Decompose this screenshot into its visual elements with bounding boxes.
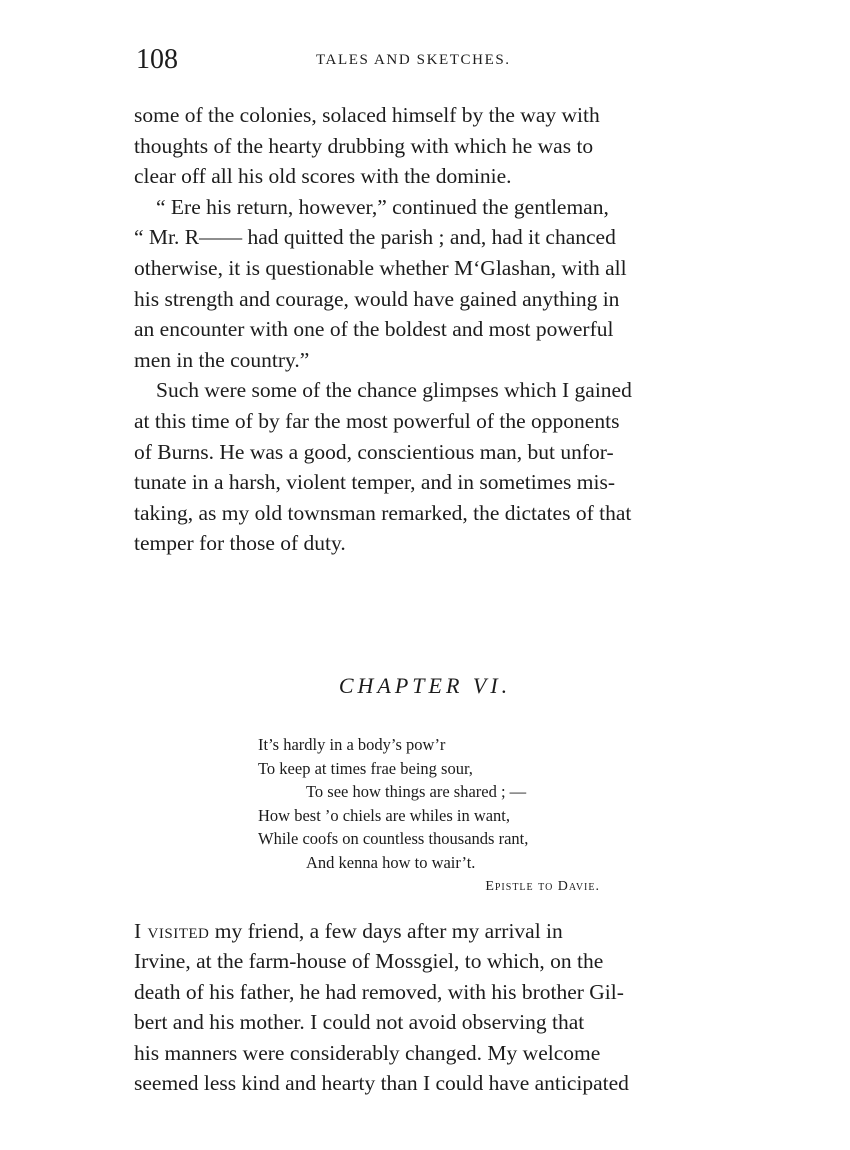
opening-words: I visited bbox=[134, 919, 210, 943]
text-line: “ Ere his return, however,” continued the gentleman, bbox=[156, 194, 609, 219]
epigraph-line: And kenna how to wair’t. bbox=[306, 852, 476, 872]
body-text-bottom bbox=[134, 916, 722, 1098]
text-line: an encounter with one of the boldest and most powerful bbox=[134, 317, 614, 342]
running-title: TALES AND SKETCHES. bbox=[316, 52, 511, 68]
text-line: “ Mr. R—— had quitted the parish ; and, had it chanced bbox=[134, 225, 616, 250]
text-line: tunate in a harsh, violent temper, and in sometimes mis- bbox=[134, 470, 615, 495]
text-line: clear off all his old scores with the dominie. bbox=[134, 164, 512, 189]
text-line: Such were some of the chance glimpses which I gained bbox=[156, 378, 632, 403]
text-line: at this time of by far the most powerful of the opponents bbox=[134, 408, 620, 433]
chapter-heading: CHAPTER VI. bbox=[338, 673, 512, 698]
epigraph-line: It’s hardly in a body’s pow’r bbox=[258, 735, 446, 754]
body-text-top bbox=[134, 100, 718, 559]
epigraph-line: While coofs on countless thousands rant, bbox=[258, 829, 529, 848]
text-line: men in the country.” bbox=[134, 347, 310, 372]
text-line: his manners were considerably changed. My welcome bbox=[134, 1040, 601, 1065]
text-line: otherwise, it is questionable whether M‘Glashan, with all bbox=[134, 255, 627, 280]
text-line: of Burns. He was a good, conscientious man, but unfor- bbox=[134, 439, 614, 464]
paragraph-quotation bbox=[134, 192, 718, 376]
epigraph bbox=[258, 733, 618, 899]
epigraph-line: To keep at times frae being sour, bbox=[258, 758, 473, 778]
epigraph-attribution: Epistle to Davie. bbox=[485, 879, 600, 894]
running-head bbox=[136, 44, 716, 76]
text-line bbox=[134, 916, 722, 946]
text-line: seemed less kind and hearty than I could have anticipated bbox=[134, 1071, 629, 1096]
text-line: bert and his mother. I could not avoid observing that bbox=[134, 1010, 585, 1035]
text-line: death of his father, he had removed, with his brother Gil- bbox=[134, 979, 624, 1004]
text-line: thoughts of the hearty drubbing with which he was to bbox=[134, 133, 594, 158]
epigraph-line: To see how things are shared ; — bbox=[306, 782, 527, 801]
text-line: some of the colonies, solaced himself by the way with bbox=[134, 103, 600, 127]
first-line-rest: my friend, a few days after my arrival in bbox=[209, 919, 563, 943]
text-line: Irvine, at the farm-house of Mossgiel, to which, on the bbox=[134, 949, 604, 974]
paragraph-burns-opponents bbox=[134, 375, 718, 559]
text-line: his strength and courage, would have gained anything in bbox=[134, 286, 620, 311]
paragraph-continued bbox=[134, 100, 718, 192]
text-line: taking, as my old townsman remarked, the dictates of that bbox=[134, 500, 632, 525]
chapter-opening-paragraph bbox=[134, 916, 722, 1098]
epigraph-line: How best ’o chiels are whiles in want, bbox=[258, 805, 511, 825]
text-line: temper for those of duty. bbox=[134, 531, 346, 556]
page-number: 108 bbox=[136, 44, 178, 75]
